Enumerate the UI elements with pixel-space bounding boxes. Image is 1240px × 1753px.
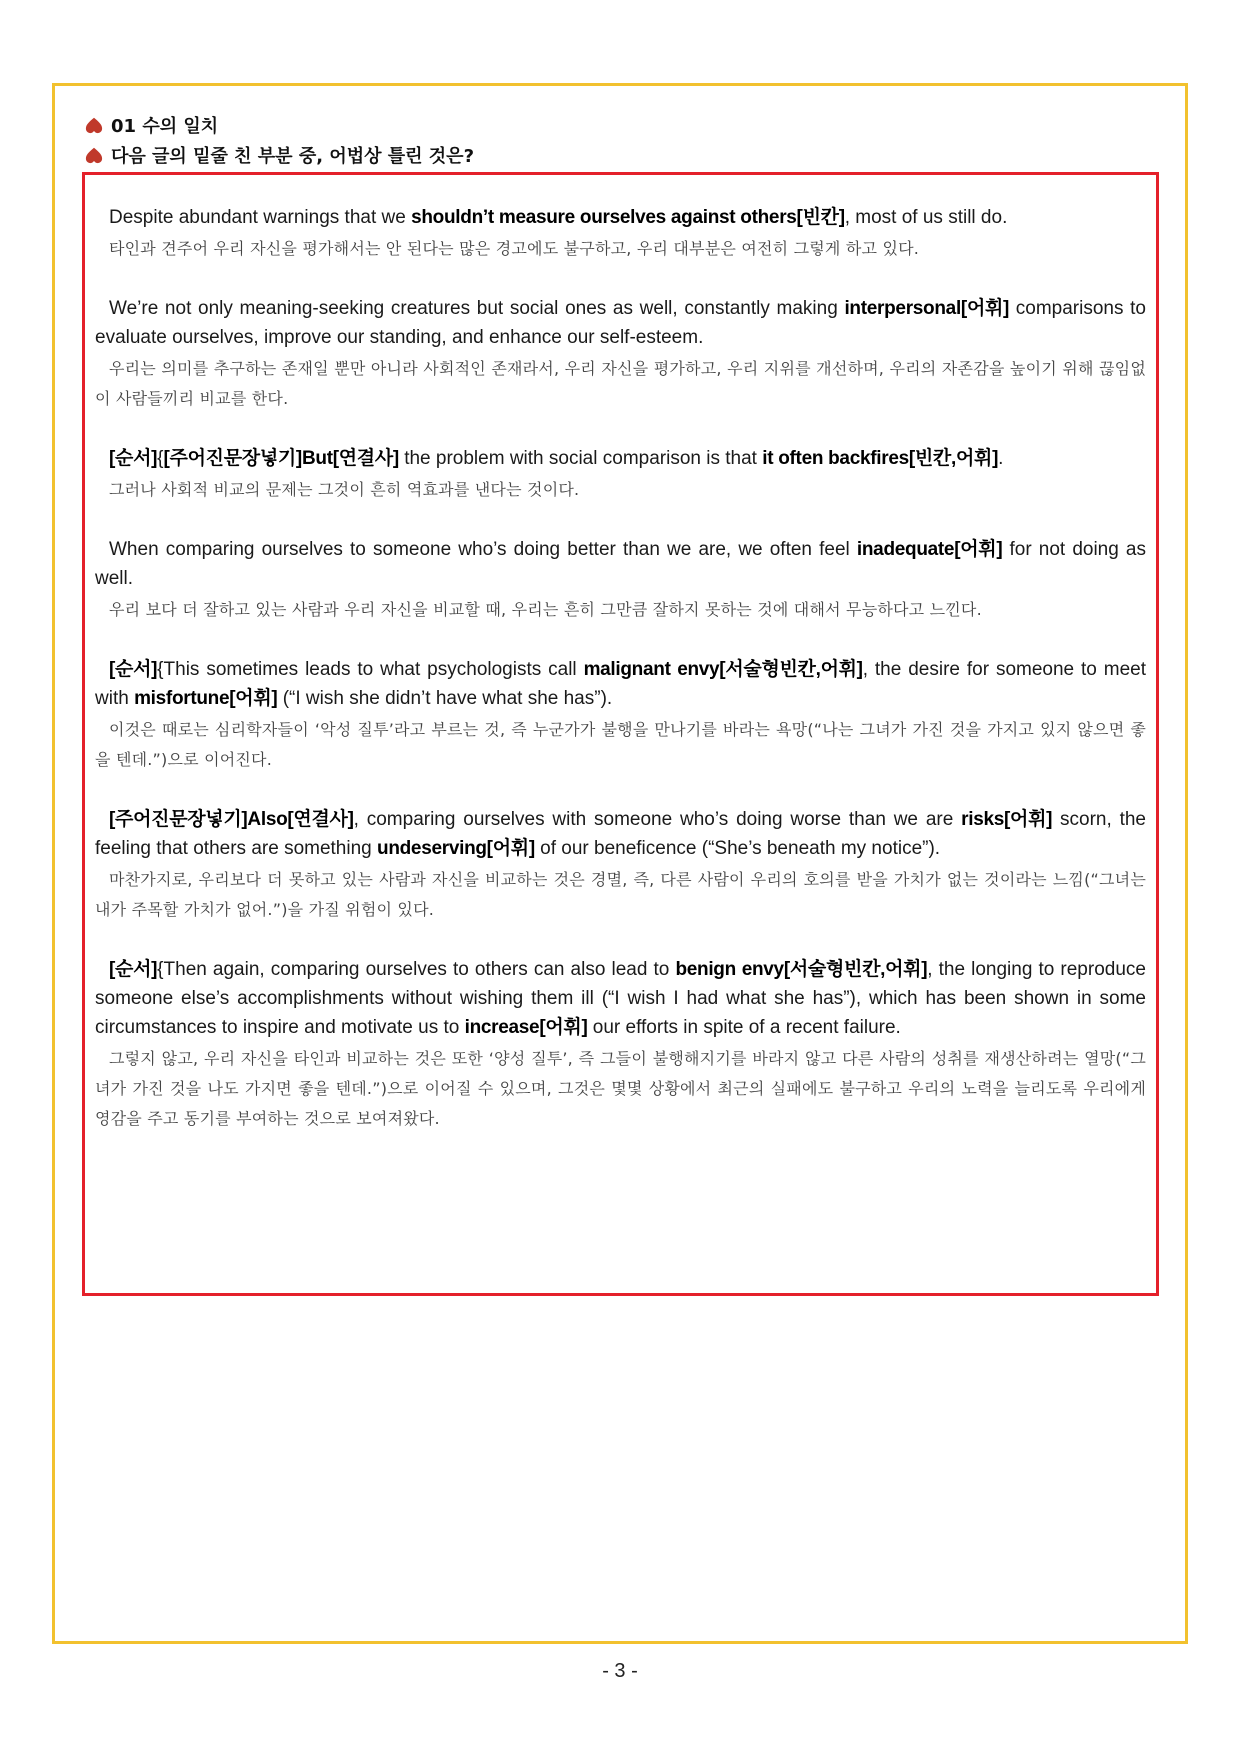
english-sentence (95, 203, 1146, 232)
sentence-text: , most of us still do. (844, 207, 1008, 228)
marked-phrase: inadequate[어휘] (856, 539, 1003, 560)
english-sentence (95, 535, 1146, 593)
marked-phrase: undeserving[어휘] (377, 838, 535, 859)
passage-block (95, 535, 1146, 625)
korean-translation: 이것은 때로는 심리학자들이 ‘악성 질투’라고 부르는 것, 즉 누군가가 불행을 만나기를 바라는 욕망(“나는 그녀가 가진 것을 가지고 있지 않으면 좋을 텐데.”)으로 이어진다. (95, 720, 1146, 769)
marked-phrase: [주어진문장넣기]But[연결사] (163, 448, 399, 469)
sentence-text: { (157, 448, 164, 469)
heart-bullet-icon (85, 116, 103, 134)
passage-block (95, 805, 1146, 925)
english-sentence (95, 444, 1146, 473)
korean-translation: 마찬가지로, 우리보다 더 못하고 있는 사람과 자신을 비교하는 것은 경멸, 즉, 다른 사람이 우리의 호의를 받을 가치가 없는 것이라는 느낌(“그녀는 내가 주목할 가치가 없어.”)을 가질 위험이 있다. (95, 870, 1146, 919)
passage-block (95, 955, 1146, 1134)
question-number-line (85, 112, 218, 138)
sentence-text: , the desire for someone to meet with (95, 659, 1146, 709)
passage-block (95, 444, 1146, 505)
sentence-text: When comparing ourselves to someone who’s doing better than we are, we often feel (109, 539, 857, 560)
english-sentence (95, 655, 1146, 713)
question-prompt: 다음 글의 밑줄 친 부분 중, 어법상 틀린 것은? (111, 146, 475, 167)
marked-phrase: misfortune[어휘] (134, 688, 278, 709)
marked-phrase: risks[어휘] (961, 809, 1053, 830)
sentence-text: the problem with social comparison is that (398, 448, 763, 469)
passage-box (82, 172, 1159, 1296)
sentence-text: {This sometimes leads to what psychologists call (157, 659, 584, 680)
sentence-text: , comparing ourselves with someone who’s doing worse than we are (353, 809, 962, 830)
marked-phrase: interpersonal[어휘] (844, 298, 1010, 319)
sentence-text: {Then again, comparing ourselves to others can also lead to (157, 959, 676, 980)
marked-phrase: it often backfires[빈칸,어휘] (762, 448, 999, 469)
passage-block (95, 294, 1146, 414)
korean-translation: 그렇지 않고, 우리 자신을 타인과 비교하는 것은 또한 ‘양성 질투’, 즉 그들이 불행해지기를 바라지 않고 다른 사람의 성취를 재생산하려는 열망(“그 녀가 가진 것을 나도 가지면 좋을 텐데.”)으로 이어질 수 있으며, 그것은 몇몇 상황에서 최근의 실패에도 불구하고 우리의 노력을 늘리도록 우리에게 영감을 주고 동기를 부여하는 것으로 보여져왔다. (95, 1049, 1146, 1128)
marked-phrase: shouldn’t measure ourselves against others[빈칸] (411, 207, 845, 228)
marked-phrase: [순서] (109, 959, 158, 980)
passage-block (95, 655, 1146, 775)
question-prompt-line (85, 142, 474, 168)
sentence-text: We’re not only meaning-seeking creatures but social ones as well, constantly making (109, 298, 845, 319)
heart-bullet-icon (85, 146, 103, 164)
marked-phrase: increase[어휘] (464, 1017, 588, 1038)
english-sentence (95, 955, 1146, 1042)
sentence-text: comparisons to evaluate ourselves, improve our standing, and enhance our self-esteem. (95, 298, 1146, 348)
english-sentence (95, 805, 1146, 863)
passage-block (95, 203, 1146, 264)
sentence-text: scorn, the feeling that others are something (95, 809, 1146, 859)
page-number: - 3 - (602, 1660, 638, 1682)
sentence-text: (“I wish she didn’t have what she has”). (277, 688, 613, 709)
korean-translation: 우리는 의미를 추구하는 존재일 뿐만 아니라 사회적인 존재라서, 우리 자신을 평가하고, 우리 지위를 개선하며, 우리의 자존감을 높이기 위해 끊임없이 사람들끼리 비교를 한다. (95, 359, 1146, 408)
sentence-text: for not doing as well. (95, 539, 1146, 589)
sentence-text: our efforts in spite of a recent failure. (587, 1017, 901, 1038)
marked-phrase: malignant envy[서술형빈칸,어휘] (583, 659, 863, 680)
marked-phrase: [순서] (109, 659, 158, 680)
question-number: 01 수의 일치 (111, 116, 219, 137)
marked-phrase: [주어진문장넣기]Also[연결사] (109, 809, 354, 830)
korean-translation: 우리 보다 더 잘하고 있는 사람과 우리 자신을 비교할 때, 우리는 흔히 그만큼 잘하지 못하는 것에 대해서 무능하다고 느낀다. (109, 600, 982, 619)
korean-translation: 타인과 견주어 우리 자신을 평가해서는 안 된다는 많은 경고에도 불구하고, 우리 대부분은 여전히 그렇게 하고 있다. (109, 239, 920, 258)
english-sentence (95, 294, 1146, 352)
sentence-text: . (998, 448, 1004, 469)
marked-phrase: [순서] (109, 448, 158, 469)
sentence-text: of our beneficence (“She’s beneath my notice”). (534, 838, 941, 859)
sentence-text: Despite abundant warnings that we (109, 207, 412, 228)
korean-translation: 그러나 사회적 비교의 문제는 그것이 흔히 역효과를 낸다는 것이다. (109, 480, 580, 499)
marked-phrase: benign envy[서술형빈칸,어휘] (675, 959, 928, 980)
sentence-text: , the longing to reproduce someone else’s accomplishments without wishing them ill (“I wish I had what she has”), which has been shown in some circumstances to inspire and motivate us to (95, 959, 1146, 1038)
